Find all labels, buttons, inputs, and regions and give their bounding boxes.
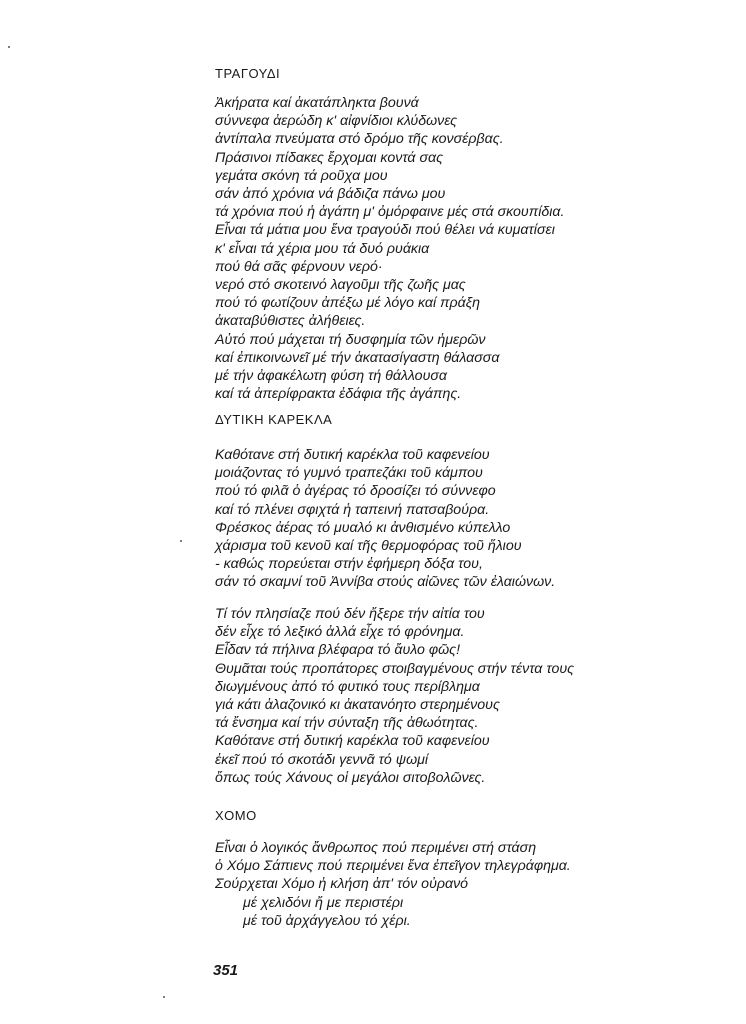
verse-line: πού τό φιλᾶ ὁ ἀγέρας τό δροσίζει τό σύννεφο <box>215 483 496 500</box>
verse-line: Εἶναι τά μάτια μου ἕνα τραγούδι πού θέλει νά κυματίσει <box>215 222 555 239</box>
scan-speck <box>163 996 165 998</box>
verse-line: Φρέσκος ἀέρας τό μυαλό κι ἀνθισμένο κύπελλο <box>215 519 511 536</box>
verse-line: μέ τοῦ ἀρχάγγελου τό χέρι. <box>243 912 411 929</box>
verse-line: γεμάτα σκόνη τά ροῦχα μου <box>215 167 388 184</box>
verse-line: ἀντίπαλα πνεύματα στό δρόμο τῆς κονσέρβας. <box>215 131 504 148</box>
verse-line: μέ τήν ἀφακέλωτη φύση τή θάλλουσα <box>215 368 448 385</box>
verse-line: Τί τόν πλησίαζε πού δέν ἤξερε τήν αἰτία του <box>215 606 485 622</box>
verse-line: κ' εἶναι τά χέρια μου τά δυό ρυάκια <box>215 240 430 257</box>
scan-speck <box>8 46 10 48</box>
verse-line: καί τά ἀπερίφρακτα ἐδάφια τῆς ἀγάπης. <box>215 386 462 403</box>
verse-line: ἀκαταβύθιστες ἀλήθειες. <box>215 313 366 330</box>
verse-line: ὁ Χόμο Σάπιενς πού περιμένει ἕνα ἐπεῖγον τηλεγράφημα. <box>215 858 571 875</box>
verse-line: τά χρόνια πού ἡ ἀγάπη μ' ὀμόρφαινε μές στά σκουπίδια. <box>215 204 565 221</box>
verse-line: ὅπως τούς Χάνους οἱ μεγάλοι σιτοβολῶνες. <box>215 769 486 786</box>
verse-line: μέ χελιδόνι ἤ με περιστέρι <box>243 894 404 911</box>
verse-line: Εἶδαν τά πήλινα βλέφαρα τό ἄυλο φῶς! <box>215 642 461 659</box>
verse-line: σάν τό σκαμνί τοῦ Ἀννίβα στούς αἰῶνες τῶν ἐλαιώνων. <box>215 574 556 591</box>
verse-line: ἐκεῖ πού τό σκοτάδι γεννᾶ τό ψωμί <box>215 751 429 768</box>
poem-body-xomo <box>215 839 571 930</box>
verse-line: Καθότανε στή δυτική καρέκλα τοῦ καφενείου <box>215 447 490 463</box>
verse-line: Εἶναι ὁ λογικός ἄνθρωπος πού περιμένει στή στάση <box>215 840 537 856</box>
verse-line: νερό στό σκοτεινό λαγοῦμι τῆς ζωῆς μας <box>215 277 466 294</box>
verse-line: σύννεφα ἀερώδη κ' αἰφνίδιοι κλύδωνες <box>215 113 457 130</box>
verse-line: Καθότανε στή δυτική καρέκλα τοῦ καφενείου <box>215 733 490 750</box>
poem-body-dytiki-karekla-stanza-1 <box>215 446 555 592</box>
verse-line: Πράσινοι πίδακες ἔρχομαι κοντά σας <box>215 149 444 166</box>
scan-speck <box>180 540 182 542</box>
poem-body-dytiki-karekla-stanza-2 <box>215 605 574 787</box>
verse-line: Ἀκήρατα καί ἀκατάπληκτα βουνά <box>215 95 419 111</box>
verse-line: γιά κάτι ἀλαζονικό κι ἀκατανόητο στερημένους <box>215 697 500 714</box>
verse-line: δέν εἶχε τό λεξικό ἀλλά εἶχε τό φρόνημα. <box>215 624 465 641</box>
verse-line: καί τό πλένει σφιχτά ἡ ταπεινή πατσαβούρα. <box>215 501 490 518</box>
poem-title-dytiki-karekla: ΔΥΤΙΚΗ ΚΑΡΕΚΛΑ <box>215 412 333 427</box>
verse-line: καί ἐπικοινωνεῖ μέ τήν ἀκατασίγαστη θάλασσα <box>215 349 500 366</box>
verse-line: Αὐτό πού μάχεται τή δυσφημία τῶν ἡμερῶν <box>215 331 486 348</box>
verse-line: τά ἔνσημα καί τήν σύνταξη τῆς ἀθωότητας. <box>215 715 479 732</box>
poem-title-tragoudi: ΤΡΑΓΟΥΔΙ <box>215 66 281 81</box>
page-number: 351 <box>213 962 239 979</box>
verse-line: σάν ἀπό χρόνια νά βάδιζα πάνω μου <box>215 186 446 203</box>
verse-line: Θυμᾶται τούς προπάτορες στοιβαγμένους στήν τέντα τους <box>215 660 575 677</box>
poem-body-tragoudi <box>215 94 564 403</box>
verse-line: Σούρχεται Χόμο ἡ κλήση ἀπ' τόν οὐρανό <box>215 876 469 893</box>
verse-line: πού τό φωτίζουν ἀπέξω μέ λόγο καί πράξη <box>215 295 480 312</box>
verse-line: - καθώς πορεύεται στήν ἐφήμερη δόξα του, <box>215 556 483 573</box>
verse-line: διωγμένους ἀπό τό φυτικό τους περίβλημα <box>215 678 480 695</box>
poem-title-xomo: ΧΟΜΟ <box>215 808 257 823</box>
verse-line: πού θά σᾶς φέρνουν νερό· <box>215 258 383 275</box>
verse-line: χάρισμα τοῦ κενοῦ καί τῆς θερμοφόρας τοῦ ἥλιου <box>215 538 522 555</box>
verse-line: μοιάζοντας τό γυμνό τραπεζάκι τοῦ κάμπου <box>215 465 483 482</box>
